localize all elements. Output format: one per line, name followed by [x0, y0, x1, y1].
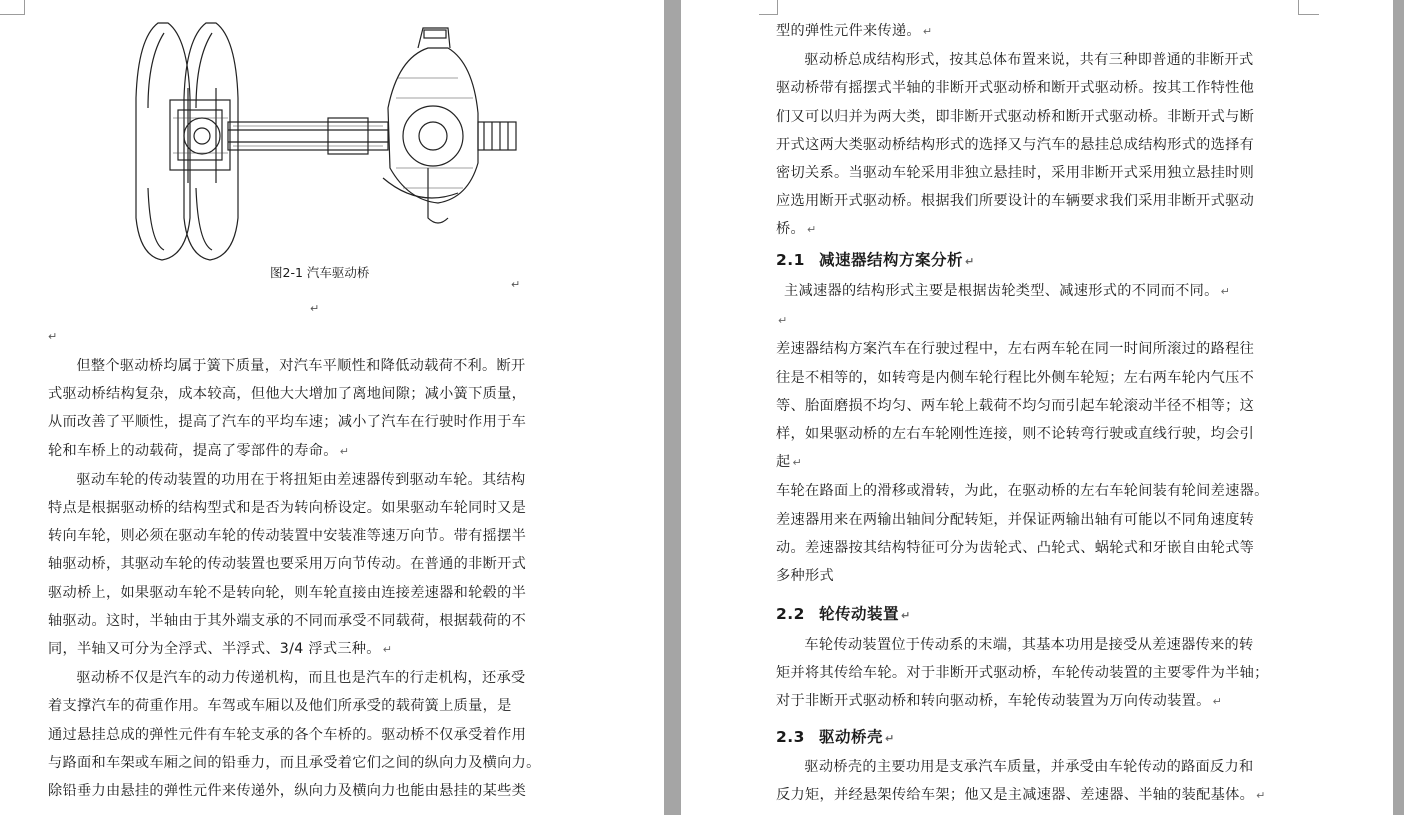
document-page-right [681, 0, 1393, 815]
right-body-text-2-2 [776, 631, 1300, 717]
section-number: 2.1 [776, 251, 805, 269]
text-line: 驱动桥上，如果驱动车轮不是转向轮，则车轮直接由连接差速器和轮毂的半 [48, 584, 527, 601]
text-line: 们又可以归并为两大类，即非断开式驱动桥和断开式驱动桥。非断开式与断 [776, 108, 1255, 125]
paragraph-axle-load [48, 664, 572, 805]
section-heading-2-1 [776, 248, 975, 270]
text-line: 密切关系。当驱动车轮采用非独立悬挂时，采用非断开式采用独立悬挂时则 [776, 165, 1255, 182]
paragraph-wheel-transmission [776, 631, 1300, 717]
text-line: 特点是根据驱动桥的结构型式和是否为转向桥设定。如果驱动车轮同时又是 [48, 500, 527, 517]
paragraph-mark: ↵ [382, 643, 393, 657]
text-line [776, 277, 1300, 306]
paragraph-sprung-mass [48, 352, 572, 466]
text-line: 车轮在路面上的滑移或滑转，为此，在驱动桥的左右车轮间装有轮间差速器。 [776, 483, 1269, 500]
right-body-text-middle [776, 277, 1300, 590]
text-line: 动。差速器按其结构特征可分为齿轮式、凸轮式、蜗轮式和牙嵌自由轮式等 [776, 539, 1255, 556]
paragraph-mark: ↵ [1256, 789, 1266, 803]
paragraph-mark: ↵ [339, 444, 350, 458]
text-line-content: 起 [776, 454, 791, 471]
paragraph-mark: ↵ [48, 330, 58, 343]
text-line: 着支撑汽车的荷重作用。车驾或车厢以及他们所承受的载荷簧上质量，是 [48, 698, 512, 715]
paragraph-mark: ↵ [792, 456, 803, 470]
text-line: 应选用断开式驱动桥。根据我们所要设计的车辆要求我们采用非断开式驱动 [776, 193, 1255, 210]
section-title: 轮传动装置 [818, 605, 899, 623]
text-line: 开式这两大类驱动桥结构形式的选择又与汽车的悬挂总成结构形式的选择有 [776, 136, 1255, 153]
text-line-content: 同，半轴又可分为全浮式、半浮式、3/4 浮式三种。 [48, 641, 381, 658]
text-line: 差速器结构方案汽车在行驶过程中，左右两车轮在同一时间所滚过的路程往 [776, 341, 1255, 358]
paragraph-mark: ↵ [511, 278, 521, 291]
margin-corner-mark [759, 0, 778, 15]
paragraph-mark: ↵ [1212, 695, 1223, 709]
text-line: 驱动桥壳的主要功用是支承汽车质量，并承受由车轮传动的路面反力和 [804, 759, 1254, 775]
section-heading-2-3 [776, 725, 895, 747]
text-line: 与路面和车架或车厢之间的铅垂力，而且承受着它们之间的纵向力及横向力。 [48, 754, 541, 771]
drive-axle-figure [128, 18, 528, 263]
text-line: 除铅垂力由悬挂的弹性元件来传递外，纵向力及横向力也能由悬挂的某些类 [48, 783, 527, 800]
right-body-text-top [776, 17, 1300, 245]
text-line: 驱动桥总成结构形式，按其总体布置来说，共有三种即普通的非断开式 [804, 52, 1254, 69]
paragraph-axle-types [776, 46, 1300, 244]
section-number: 2.2 [776, 605, 805, 623]
paragraph-mark: ↵ [778, 314, 788, 328]
section-number: 2.3 [776, 728, 805, 746]
paragraph-mark: ↵ [1220, 285, 1231, 298]
empty-line [776, 306, 1300, 335]
right-body-text-2-3 [776, 753, 1300, 810]
text-line: 矩并将其传给车轮。对于非断开式驱动桥，车轮传动装置的主要零件为半轴； [776, 665, 1269, 682]
paragraph-mark: ↵ [884, 732, 895, 745]
text-line: 轴驱动桥，其驱动车轮的传动装置也要采用万向节传动。在普通的非断开式 [48, 556, 527, 573]
left-body-text [48, 352, 572, 805]
paragraph-axle-housing [776, 753, 1300, 810]
text-line-content: 型的弹性元件来传递。 [776, 23, 921, 39]
text-line: 差速器用来在两输出轴间分配转矩，并保证两输出轴有可能以不同角速度转 [776, 511, 1255, 528]
section-title: 减速器结构方案分析 [818, 251, 963, 269]
text-line [776, 215, 1300, 244]
text-line-content: 反力矩，并经悬架传给车架；他又是主减速器、差速器、半轴的装配基体。 [776, 787, 1255, 804]
text-line [48, 635, 572, 664]
paragraph-mark: ↵ [310, 302, 320, 315]
section-heading-2-2 [776, 602, 911, 624]
section-title: 驱动桥壳 [818, 728, 883, 746]
text-line: 转向车轮，则必须在驱动车轮的传动装置中安装准等速万向节。带有摇摆半 [48, 528, 527, 545]
paragraph-wheel-drive [48, 466, 572, 664]
margin-corner-mark [0, 0, 25, 15]
text-line [776, 448, 1300, 477]
paragraph-differential-2 [776, 477, 1300, 590]
text-line: 等、胎面磨损不均匀、两车轮上载荷不均匀而引起车轮滚动半径不相等；这 [776, 397, 1255, 414]
paragraph-mark: ↵ [964, 255, 975, 268]
text-line: 驱动桥不仅是汽车的动力传递机构，而且也是汽车的行走机构，还承受 [76, 670, 526, 687]
text-line: 样，如果驱动桥的左右车轮刚性连接，则不论转弯行驶或直线行驶，均会引 [776, 426, 1255, 443]
figure-caption: 图2-1 汽车驱动桥 [270, 265, 370, 280]
text-line: 往是不相等的，如转弯是内侧车轮行程比外侧车轮短；左右两车轮内气压不 [776, 369, 1255, 386]
text-line: 从而改善了平顺性，提高了汽车的平均车速；减小了汽车在行驶时作用于车 [48, 414, 527, 431]
paragraph-mark: ↵ [806, 223, 817, 237]
text-line: 但整个驱动桥均属于簧下质量，对汽车平顺性和降低动载荷不利。断开 [76, 358, 526, 374]
paragraph-differential [776, 335, 1300, 477]
text-line-content: 桥。 [776, 221, 805, 238]
text-line-content: 主减速器的结构形式主要是根据齿轮类型、减速形式的不同而不同。 [784, 283, 1219, 299]
margin-corner-mark [1298, 0, 1319, 15]
text-line [776, 781, 1300, 810]
text-line-content: 对于非断开式驱动桥和转向驱动桥，车轮传动装置为万向传动装置。 [776, 693, 1211, 710]
text-line [776, 687, 1300, 716]
text-line: 驱动桥带有摇摆式半轴的非断开式驱动桥和断开式驱动桥。按其工作特性他 [776, 80, 1255, 97]
text-line-content: 轮和车桥上的动载荷，提高了零部件的寿命。 [48, 442, 338, 459]
document-page-left [0, 0, 664, 815]
text-line: 驱动车轮的传动装置的功用在于将扭矩由差速器传到驱动车轮。其结构 [76, 471, 526, 488]
paragraph-mark: ↵ [900, 609, 911, 622]
text-line: 多种形式 [776, 568, 834, 585]
paragraph-mark: ↵ [922, 25, 933, 38]
text-line [48, 437, 572, 466]
text-line: 轴驱动。这时，半轴由于其外端支承的不同而承受不同载荷，根据载荷的不 [48, 612, 527, 629]
text-line: 通过悬挂总成的弹性元件有车轮支承的各个车桥的。驱动桥不仅承受着作用 [48, 726, 527, 743]
text-line [776, 17, 1300, 46]
text-line: 式驱动桥结构复杂，成本较高，但他大大增加了离地间隙；减小簧下质量， [48, 386, 527, 403]
text-line: 车轮传动装置位于传动系的末端，其基本功用是接受从差速器传来的转 [804, 637, 1254, 653]
